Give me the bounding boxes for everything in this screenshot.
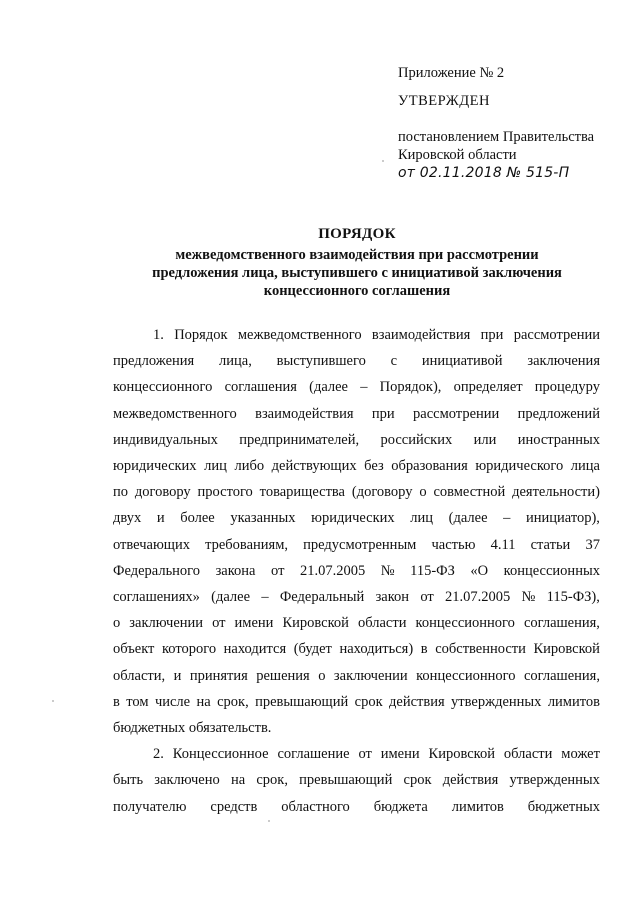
scan-speck xyxy=(382,160,384,162)
paragraph-line: в том числе на срок, превышающий срок действия утвержденных лимитов xyxy=(113,693,600,710)
title-main: ПОРЯДОК xyxy=(318,226,396,242)
handwritten-date-number: от 02.11.2018 № 515-П xyxy=(398,165,570,181)
paragraph-line: соглашениях» (далее – Федеральный закон от 21.07.2005 № 115-ФЗ), xyxy=(113,589,600,606)
title-line-3: концессионного соглашения xyxy=(263,283,451,299)
paragraph-line: по договору простого товарищества (договору о совместной деятельности) xyxy=(113,484,600,501)
paragraph-line: области, и принятия решения о заключении концессионного соглашения, xyxy=(113,667,600,684)
scan-speck xyxy=(268,820,270,822)
title-line-1: межведомственного взаимодействия при рассмотрении xyxy=(175,247,539,263)
scan-speck xyxy=(52,700,54,702)
paragraph-1 xyxy=(113,322,600,741)
decree-line-1: постановлением Правительства xyxy=(398,129,595,145)
paragraph-line: Федерального закона от 21.07.2005 № 115-ФЗ «О концессионных xyxy=(113,562,600,579)
approval-block xyxy=(398,64,628,182)
decree-line-2: Кировской области xyxy=(398,147,517,163)
title-line-2: предложения лица, выступившего с инициативой заключения xyxy=(152,265,562,281)
document-body xyxy=(113,322,600,820)
paragraph-line: 1. Порядок межведомственного взаимодействия при рассмотрении xyxy=(153,327,600,343)
paragraph-line: о заключении от имени Кировской области концессионного соглашения, xyxy=(113,615,600,632)
paragraph-line: объект которого находится (будет находиться) в собственности Кировской xyxy=(113,641,600,658)
approved-label: УТВЕРЖДЕН xyxy=(398,93,490,109)
paragraph-line: двух и более указанных юридических лиц (далее – инициатор), xyxy=(113,510,600,527)
paragraph-line: межведомственного взаимодействия при рассмотрении предложений xyxy=(113,405,600,422)
paragraph-line: быть заключено на срок, превышающий срок действия утвержденных xyxy=(113,772,600,789)
paragraph-line: предложения лица, выступившего с инициативой заключения xyxy=(113,353,600,370)
paragraph-line: индивидуальных предпринимателей, российских или иностранных xyxy=(113,431,600,448)
paragraph-line: юридических лиц либо действующих без образования юридического лица xyxy=(113,458,600,475)
paragraph-line: отвечающих требованиям, предусмотренным частью 4.11 статьи 37 xyxy=(113,536,600,553)
paragraph-2 xyxy=(113,741,600,820)
appendix-label: Приложение № 2 xyxy=(398,65,505,81)
paragraph-line: 2. Концессионное соглашение от имени Кировской области может xyxy=(153,746,600,763)
paragraph-line: концессионного соглашения (далее – Порядок), определяет процедуру xyxy=(113,379,600,396)
document-title xyxy=(112,225,602,300)
paragraph-line: получателю средств областного бюджета лимитов бюджетных xyxy=(113,798,600,815)
paragraph-line: бюджетных обязательств. xyxy=(113,720,272,737)
